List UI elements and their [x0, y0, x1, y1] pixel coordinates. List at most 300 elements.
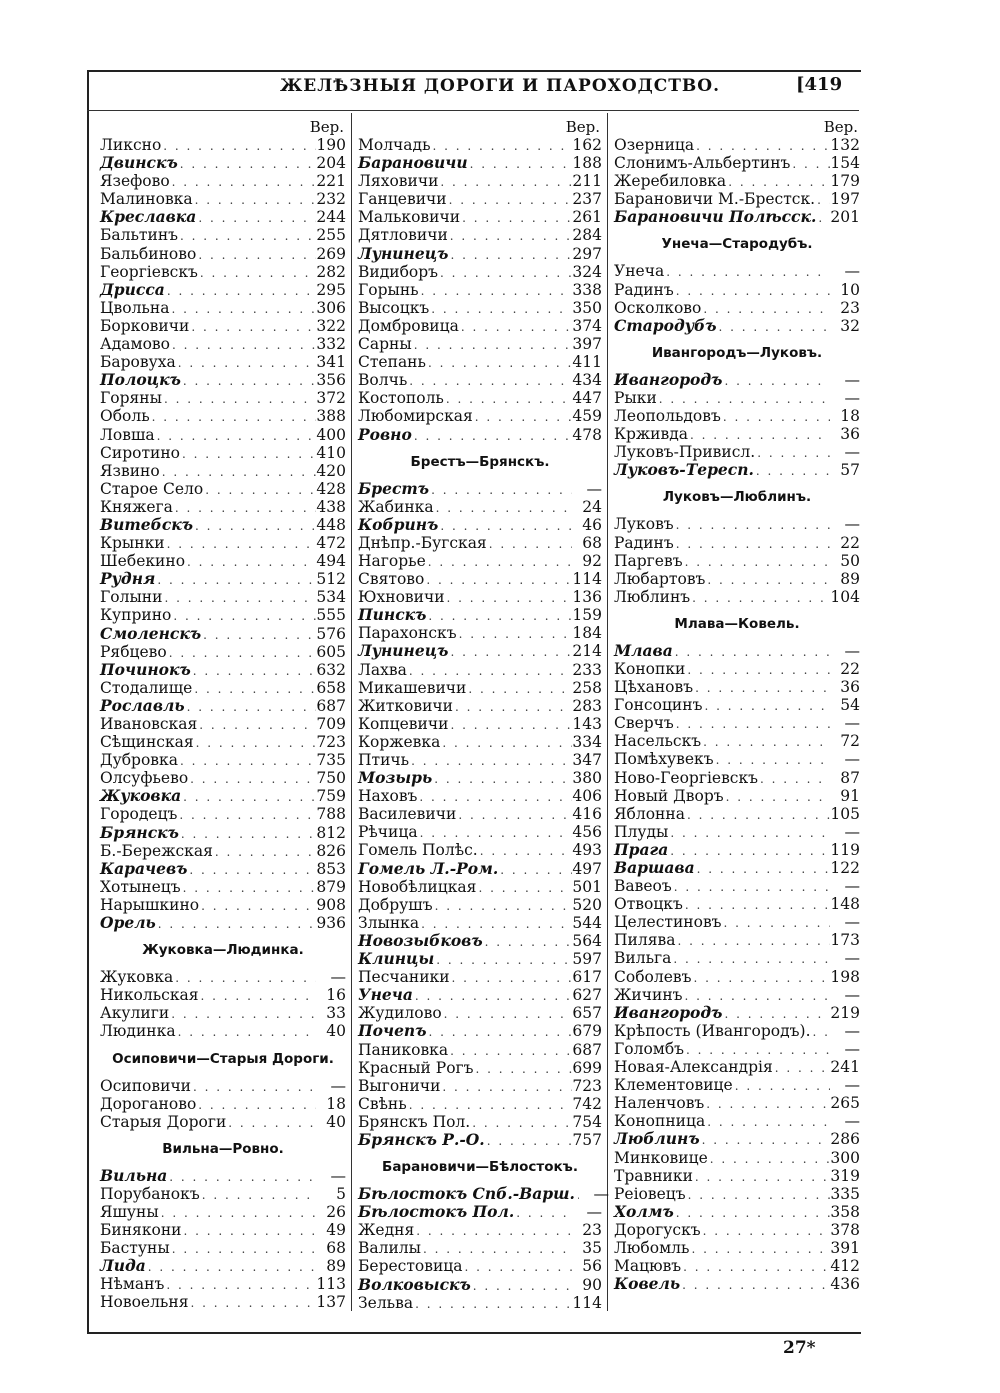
distance-versts: 324: [572, 262, 602, 281]
distance-versts: 406: [572, 787, 602, 806]
station-row: [358, 679, 602, 697]
station-row: [358, 805, 602, 823]
station-row: [100, 1004, 346, 1022]
station-row: [614, 552, 860, 570]
column-3: [614, 118, 860, 1293]
station-name: Креславка: [100, 207, 197, 227]
distance-versts: 410: [316, 443, 346, 462]
leader-dots: [162, 390, 316, 408]
leader-dots: [412, 427, 572, 445]
station-row: [100, 1293, 346, 1311]
versts-column-header: Вер.: [823, 118, 858, 136]
station-name: Минковице: [614, 1148, 708, 1167]
station-name: Адамово: [100, 335, 170, 354]
distance-versts: 91: [840, 786, 860, 805]
leader-dots: [689, 1240, 830, 1258]
station-row: [614, 949, 860, 967]
station-name: Отвоцкъ: [614, 895, 683, 914]
station-name: Брянскъ: [100, 822, 179, 842]
station-name: Слонимъ-Альбертинъ: [614, 154, 791, 173]
leader-dots: [445, 589, 572, 607]
station-name: Новый Дворъ: [614, 786, 724, 805]
station-name: Стодалище: [100, 678, 193, 697]
distance-versts: 255: [316, 226, 346, 245]
distance-versts: —: [586, 1203, 602, 1222]
station-row: [358, 1239, 602, 1257]
leader-dots: [188, 1294, 316, 1312]
distance-versts: 447: [572, 389, 602, 408]
distance-versts: 265: [830, 1094, 860, 1113]
distance-versts: —: [330, 1076, 346, 1095]
distance-versts: 742: [572, 1094, 602, 1113]
leader-dots: [197, 716, 316, 734]
distance-versts: 322: [316, 316, 346, 335]
station-name: Рославль: [100, 695, 185, 715]
station-row: [614, 1112, 860, 1130]
leader-dots: [444, 390, 572, 408]
distance-versts: 757: [572, 1130, 602, 1149]
station-row: [358, 245, 602, 263]
station-row: [100, 444, 346, 462]
station-row: [614, 660, 860, 678]
station-row: [100, 878, 346, 896]
distance-versts: 173: [830, 931, 860, 950]
station-row: [358, 896, 602, 914]
distance-versts: 221: [316, 172, 346, 191]
distance-versts: —: [844, 877, 860, 896]
station-row: [614, 317, 860, 335]
distance-versts: 26: [326, 1202, 346, 1221]
section-heading: Унеча—Стародубъ.: [661, 236, 813, 253]
distance-versts: 50: [840, 551, 860, 570]
station-name: Костополь: [358, 389, 444, 408]
distance-versts: 56: [582, 1257, 602, 1276]
station-name: Крживда: [614, 425, 689, 444]
distance-versts: 36: [840, 678, 860, 697]
station-name: Рябцево: [100, 642, 167, 661]
distance-versts: 136: [572, 588, 602, 607]
station-name: Сверчъ: [614, 714, 674, 733]
leader-dots: [426, 1023, 572, 1041]
leader-dots: [683, 896, 830, 914]
leader-dots: [815, 191, 830, 209]
station-row: [100, 317, 346, 335]
station-name: Наленчовъ: [614, 1094, 705, 1113]
leader-dots: [178, 227, 316, 245]
distance-versts: 658: [316, 678, 346, 697]
station-row: [100, 860, 346, 878]
station-name: Новобѣлицкая: [358, 877, 477, 896]
station-row: [614, 190, 860, 208]
leader-dots: [671, 950, 830, 968]
leader-dots: [754, 462, 830, 480]
station-name: Соболевъ: [614, 967, 692, 986]
distance-versts: 306: [316, 298, 346, 317]
distance-versts: 428: [316, 479, 346, 498]
station-row: [614, 299, 860, 317]
section-heading: Вильна—Ровно.: [162, 1140, 284, 1157]
station-row: [100, 263, 346, 281]
distance-versts: 494: [316, 552, 346, 571]
station-row: [614, 1167, 860, 1185]
station-name: Молчадь: [358, 136, 431, 154]
station-name: Сарны: [358, 335, 412, 354]
station-name: Городецъ: [100, 805, 178, 824]
leader-dots: [155, 571, 316, 589]
leader-dots: [758, 770, 830, 788]
station-row: [100, 1113, 346, 1131]
leader-dots: [167, 1168, 316, 1186]
leader-dots: [722, 914, 830, 932]
station-name: Гомель Л.-Ром.: [358, 858, 499, 878]
leader-dots: [686, 1186, 830, 1204]
distance-versts: 374: [572, 316, 602, 335]
station-row: [614, 154, 860, 172]
leader-dots: [701, 300, 830, 318]
leader-dots: [181, 372, 316, 390]
station-name: Клементовице: [614, 1076, 733, 1095]
station-row: [100, 570, 346, 588]
station-row: [358, 1257, 602, 1275]
leader-dots: [691, 969, 830, 987]
station-name: Травники: [614, 1166, 693, 1185]
leader-dots: [194, 734, 316, 752]
distance-versts: —: [844, 1039, 860, 1058]
column-divider: [351, 113, 352, 1311]
distance-versts: 5: [336, 1184, 346, 1203]
leader-dots: [790, 155, 830, 173]
station-row: [358, 263, 602, 281]
station-row: [100, 733, 346, 751]
station-row: [100, 208, 346, 226]
station-row: [100, 172, 346, 190]
distance-versts: 89: [326, 1257, 346, 1276]
footer-signature: 27*: [783, 1338, 816, 1358]
leader-dots: [179, 825, 316, 843]
leader-dots: [726, 173, 830, 191]
station-row: [358, 570, 602, 588]
station-name: Бинякони: [100, 1221, 182, 1240]
station-name: Паргевъ: [614, 551, 683, 570]
station-row: [614, 425, 860, 443]
station-name: Домбровица: [358, 316, 459, 335]
leader-dots: [688, 426, 830, 444]
station-row: [614, 732, 860, 750]
station-name: Дороганово: [100, 1094, 197, 1113]
leader-dots: [448, 246, 572, 264]
station-name: Дорогускъ: [614, 1220, 701, 1239]
station-row: [358, 154, 602, 172]
distance-versts: 853: [316, 859, 346, 878]
leader-dots: [170, 173, 316, 191]
station-name: Бѣлостокъ Спб.-Варш.: [358, 1184, 575, 1204]
station-name: Прага: [614, 839, 669, 859]
distance-versts: 143: [572, 714, 602, 733]
station-name: Двинскъ: [100, 153, 178, 173]
leader-dots: [433, 897, 572, 915]
station-row: [358, 697, 602, 715]
leader-dots: [705, 571, 830, 589]
station-row: [100, 769, 346, 787]
leader-dots: [178, 155, 316, 173]
distance-versts: 233: [572, 660, 602, 679]
station-row: [358, 1077, 602, 1095]
station-row: [358, 769, 602, 787]
station-row: [614, 515, 860, 533]
leader-dots: [440, 734, 572, 752]
station-row: [614, 1275, 860, 1293]
station-row: [100, 407, 346, 425]
leader-dots: [409, 752, 572, 770]
leader-dots: [173, 969, 316, 987]
leader-dots: [413, 1295, 572, 1313]
distance-versts: 35: [582, 1239, 602, 1258]
station-name: Жедня: [358, 1221, 415, 1240]
station-row: [100, 625, 346, 643]
distance-versts: 347: [572, 751, 602, 769]
station-row: [358, 932, 602, 950]
distance-versts: 735: [316, 751, 346, 770]
distance-versts: 114: [572, 1293, 602, 1312]
leader-dots: [191, 662, 316, 680]
station-row: [358, 841, 602, 859]
leader-dots: [169, 300, 316, 318]
leader-dots: [722, 1005, 830, 1023]
page-number: [419: [796, 74, 843, 95]
station-row: [358, 516, 602, 534]
leader-dots: [417, 788, 572, 806]
station-row: [100, 679, 346, 697]
station-row: [614, 913, 860, 931]
station-row: [358, 226, 602, 244]
distance-versts: 54: [840, 696, 860, 715]
leader-dots: [457, 625, 572, 643]
station-name: Бѣлостокъ Пол.: [358, 1202, 515, 1222]
leader-dots: [773, 1059, 830, 1077]
distance-versts: —: [593, 1185, 609, 1204]
leader-dots: [673, 643, 830, 661]
station-row: [614, 588, 860, 606]
leader-dots: [442, 1005, 572, 1023]
leader-dots: [724, 788, 830, 806]
distance-versts: 534: [316, 588, 346, 607]
leader-dots: [447, 191, 572, 209]
station-row: [100, 842, 346, 860]
station-name: Витебскъ: [100, 514, 194, 534]
station-row: [614, 281, 860, 299]
station-row: [100, 715, 346, 733]
station-row: [614, 1076, 860, 1094]
station-row: [614, 1094, 860, 1112]
station-row: [100, 426, 346, 444]
leader-dots: [182, 1222, 316, 1240]
distance-versts: 576: [316, 624, 346, 643]
versts-column-header: Вер.: [309, 118, 344, 136]
station-row: [100, 462, 346, 480]
station-name: Василевичи: [358, 805, 457, 824]
leader-dots: [187, 861, 316, 879]
column-1: [100, 118, 346, 1312]
station-name: Варшава: [614, 858, 695, 877]
station-row: [100, 552, 346, 570]
leader-dots: [448, 643, 572, 661]
versts-column-header: Вер.: [565, 118, 600, 136]
leader-dots: [684, 1041, 830, 1059]
station-row: [358, 1184, 609, 1204]
leader-dots: [463, 1258, 572, 1276]
distance-versts: —: [586, 479, 602, 498]
distance-versts: 555: [316, 606, 346, 625]
station-name: Любомль: [614, 1238, 690, 1257]
section-heading: Брестъ—Брянскъ.: [410, 453, 550, 470]
station-row: [614, 407, 860, 425]
station-name: Любомирская: [358, 407, 473, 426]
station-name: Волковыскъ: [358, 1274, 471, 1294]
station-row: [358, 661, 602, 679]
station-row: [358, 1022, 602, 1040]
station-name: Мозырь: [358, 768, 433, 788]
distance-versts: 282: [316, 262, 346, 281]
leader-dots: [189, 318, 316, 336]
leader-dots: [657, 390, 830, 408]
station-row: [358, 1059, 602, 1077]
station-name: Цѣхановъ: [614, 678, 694, 697]
leader-dots: [407, 1096, 572, 1114]
station-row: [358, 715, 602, 733]
station-name: Целестиновъ: [614, 913, 722, 932]
leader-dots: [170, 1240, 316, 1258]
station-name: Сиротино: [100, 443, 181, 462]
station-row: [614, 1257, 860, 1275]
distance-versts: —: [330, 968, 346, 987]
station-name: Гонсоцинъ: [614, 696, 703, 715]
station-row: [358, 860, 602, 878]
distance-versts: —: [844, 443, 860, 462]
station-row: [358, 1004, 602, 1022]
section-heading: Млава—Ковель.: [674, 615, 800, 632]
leader-dots: [755, 444, 830, 462]
leader-dots: [487, 535, 572, 553]
leader-dots: [407, 662, 572, 680]
station-name: Красный Рогъ: [358, 1058, 474, 1077]
leader-dots: [470, 1114, 572, 1132]
station-name: Нѣманъ: [100, 1275, 165, 1294]
distance-versts: 687: [316, 696, 346, 715]
station-name: Луковъ-Тересп.: [614, 460, 754, 480]
station-name: Вавеоъ: [614, 877, 672, 896]
leader-dots: [466, 680, 572, 698]
leader-dots: [448, 227, 572, 245]
distance-versts: 148: [830, 895, 860, 914]
station-row: [614, 696, 860, 714]
leader-dots: [426, 354, 572, 372]
station-name: Шебекино: [100, 552, 186, 571]
station-name: Осколково: [614, 298, 702, 317]
station-name: Паниковка: [358, 1040, 449, 1059]
station-name: Ловша: [100, 425, 155, 444]
leader-dots: [165, 282, 316, 300]
section-heading: Осиповичи—Старыя Дороги.: [112, 1050, 334, 1067]
station-row: [614, 642, 860, 660]
distance-versts: 605: [316, 642, 346, 661]
station-name: Пинскъ: [358, 605, 427, 625]
leader-dots: [674, 282, 830, 300]
distance-versts: 332: [316, 335, 346, 354]
leader-dots: [199, 987, 316, 1005]
station-name: Оболь: [100, 407, 150, 426]
station-name: Княжега: [100, 497, 173, 516]
distance-versts: 92: [582, 551, 602, 570]
leader-dots: [438, 264, 572, 282]
distance-versts: 512: [316, 570, 346, 589]
station-name: Ново-Георгіевскъ: [614, 768, 759, 787]
station-name: Людинка: [100, 1022, 176, 1041]
station-row: [614, 823, 860, 841]
distance-versts: 201: [830, 208, 860, 227]
distance-versts: 46: [582, 515, 602, 534]
distance-versts: —: [844, 641, 860, 660]
station-row: [100, 986, 346, 1004]
leader-dots: [407, 372, 572, 390]
station-row: [100, 299, 346, 317]
distance-versts: —: [844, 822, 860, 841]
leader-dots: [460, 209, 572, 227]
leader-dots: [199, 897, 316, 915]
station-row: [100, 534, 346, 552]
leader-dots: [473, 408, 572, 426]
station-row: [358, 968, 602, 986]
header-rule: [87, 110, 859, 111]
leader-dots: [483, 933, 572, 951]
station-name: Коржевка: [358, 732, 441, 751]
station-name: Конопница: [614, 1112, 706, 1131]
distance-versts: 36: [840, 425, 860, 444]
leader-dots: [674, 715, 830, 733]
station-row: [614, 136, 860, 154]
leader-dots: [478, 842, 572, 860]
leader-dots: [459, 318, 572, 336]
distance-versts: 18: [840, 407, 860, 426]
station-row: [358, 823, 602, 841]
station-name: Днѣпр.-Бугская: [358, 533, 487, 552]
distance-versts: 936: [316, 914, 346, 933]
distance-versts: 709: [316, 715, 346, 733]
station-row: [100, 498, 346, 516]
station-name: Люблинъ: [614, 587, 691, 606]
station-row: [358, 407, 602, 425]
station-row: [358, 642, 602, 660]
distance-versts: 372: [316, 389, 346, 408]
station-name: Порубанокъ: [100, 1184, 200, 1203]
distance-versts: 908: [316, 895, 346, 914]
distance-versts: 699: [572, 1058, 602, 1077]
section-heading: Жуковка—Людинка.: [142, 942, 304, 959]
station-row: [358, 606, 602, 624]
station-name: Дятловичи: [358, 226, 448, 245]
leader-dots: [165, 535, 316, 553]
leader-dots: [191, 1078, 316, 1096]
station-row: [614, 443, 860, 461]
distance-versts: 420: [316, 461, 346, 480]
leader-dots: [171, 607, 316, 625]
distance-versts: 812: [316, 823, 346, 842]
distance-versts: 448: [316, 515, 346, 534]
station-row: [358, 534, 602, 552]
station-row: [100, 751, 346, 769]
station-row: [614, 262, 860, 280]
station-row: [358, 914, 602, 932]
station-row: [614, 931, 860, 949]
